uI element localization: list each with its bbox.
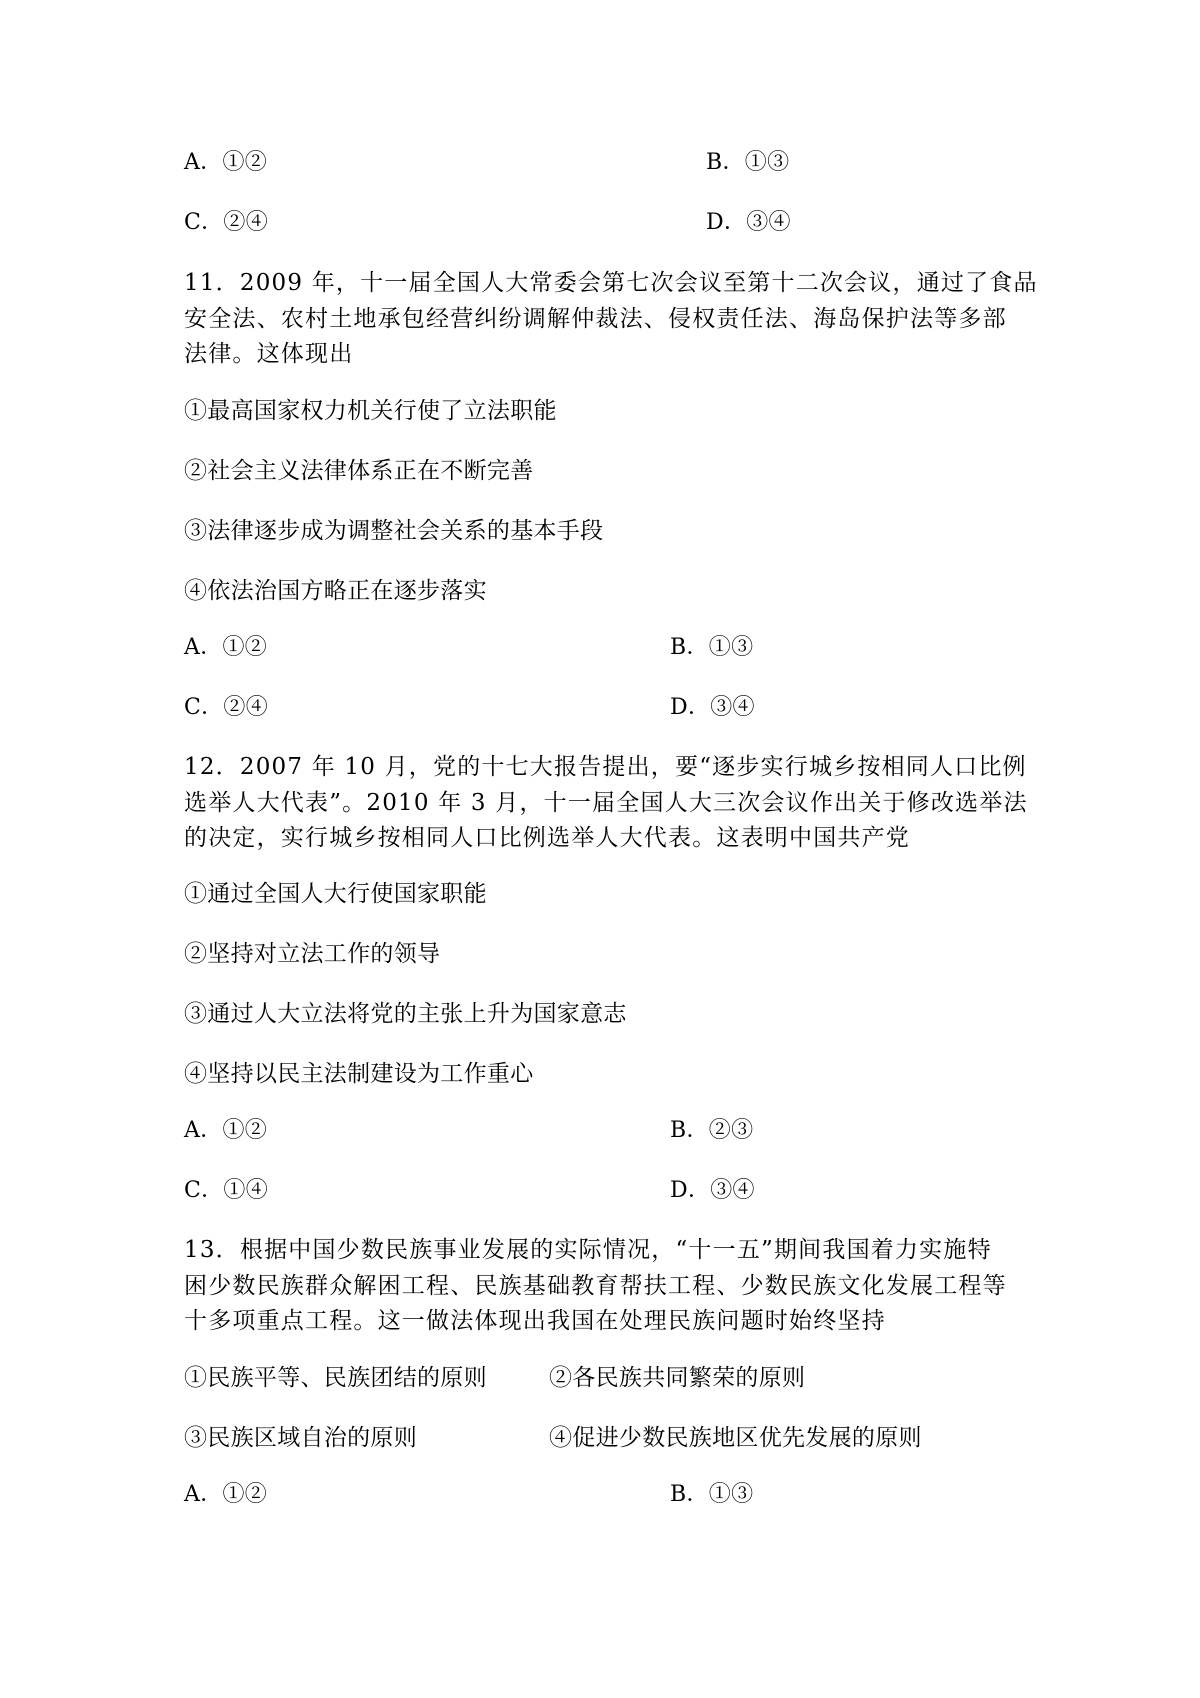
top-option-d: D．③④ [706, 210, 791, 235]
q12-option-a: A．①② [184, 1118, 268, 1143]
q12-stem-line-2: 选举人大代表”。2010 年 3 月，十一届全国人大三次会议作出关于修改选举法 [184, 790, 1028, 816]
top-option-b: B．①③ [706, 150, 790, 175]
q12-option-d: D．③④ [670, 1178, 755, 1203]
q13-item-3: ③民族区域自治的原则 [184, 1425, 417, 1451]
q13-item-4: ④促进少数民族地区优先发展的原则 [549, 1425, 922, 1451]
top-option-a: A．①② [184, 150, 268, 175]
q12-item-1: ①通过全国人大行使国家职能 [184, 881, 487, 907]
q11-option-b: B．①③ [670, 635, 754, 660]
q13-stem-line-2: 困少数民族群众解困工程、民族基础教育帮扶工程、少数民族文化发展工程等 [184, 1273, 1007, 1299]
q11-item-2: ②社会主义法律体系正在不断完善 [184, 458, 534, 484]
q12-item-4: ④坚持以民主法制建设为工作重心 [184, 1061, 534, 1087]
q13-option-b: B．①③ [670, 1482, 754, 1507]
q12-item-3: ③通过人大立法将党的主张上升为国家意志 [184, 1001, 627, 1027]
q11-option-d: D．③④ [670, 695, 755, 720]
q11-option-a: A．①② [184, 635, 268, 660]
q13-item-1: ①民族平等、民族团结的原则 [184, 1365, 487, 1391]
top-option-c: C．②④ [184, 210, 269, 235]
q13-stem-line-1: 13．根据中国少数民族事业发展的实际情况，“十一五”期间我国着力实施特 [184, 1237, 992, 1263]
q11-item-1: ①最高国家权力机关行使了立法职能 [184, 398, 557, 424]
q11-stem-line-3: 法律。这体现出 [184, 341, 354, 367]
q13-stem-line-3: 十多项重点工程。这一做法体现出我国在处理民族问题时始终坚持 [184, 1308, 886, 1334]
q13-item-2: ②各民族共同繁荣的原则 [549, 1365, 806, 1391]
q11-item-3: ③法律逐步成为调整社会关系的基本手段 [184, 518, 604, 544]
q12-option-b: B．②③ [670, 1118, 754, 1143]
q12-item-2: ②坚持对立法工作的领导 [184, 941, 441, 967]
q12-stem-line-3: 的决定，实行城乡按相同人口比例选举人大代表。这表明中国共产党 [184, 825, 910, 851]
q11-item-4: ④依法治国方略正在逐步落实 [184, 578, 487, 604]
q13-option-a: A．①② [184, 1482, 268, 1507]
q11-option-c: C．②④ [184, 695, 269, 720]
q12-stem-line-1: 12．2007 年 10 月，党的十七大报告提出，要“逐步实行城乡按相同人口比例 [184, 754, 1027, 780]
q11-stem-line-2: 安全法、农村土地承包经营纠纷调解仲裁法、侵权责任法、海岛保护法等多部 [184, 306, 1007, 332]
q12-option-c: C．①④ [184, 1178, 269, 1203]
q11-stem-line-1: 11．2009 年，十一届全国人大常委会第七次会议至第十二次会议，通过了食品 [184, 270, 1038, 296]
